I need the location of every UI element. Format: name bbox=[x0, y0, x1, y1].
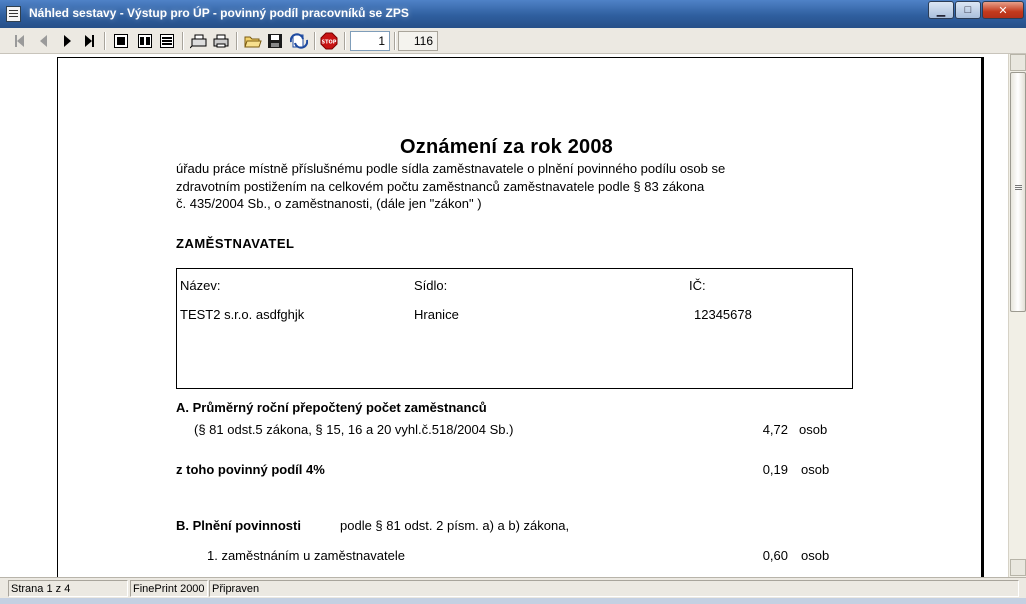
section-b-title: B. Plnění povinnosti bbox=[176, 518, 301, 533]
employer-name-label: Název: bbox=[180, 278, 221, 293]
section-b-suffix: podle § 81 odst. 2 písm. a) a b) zákona, bbox=[340, 518, 570, 533]
mandatory-share-title: z toho povinný podíl 4% bbox=[176, 462, 325, 477]
report-title: Oznámení za rok 2008 bbox=[400, 136, 613, 158]
mandatory-share-unit: osob bbox=[801, 462, 830, 477]
multi-page-view-icon[interactable] bbox=[158, 32, 176, 50]
section-a-value: 4,72 bbox=[762, 422, 788, 437]
section-b-item-1-value: 0,60 bbox=[762, 548, 788, 563]
printer-setup-icon[interactable] bbox=[190, 32, 208, 50]
maximize-button[interactable]: □ bbox=[955, 1, 981, 19]
toolbar-separator bbox=[394, 32, 396, 50]
scroll-up-button[interactable] bbox=[1010, 54, 1026, 71]
employer-heading: ZAMĚSTNAVATEL bbox=[176, 236, 295, 251]
toolbar-separator bbox=[182, 32, 184, 50]
section-a-unit: osob bbox=[799, 422, 828, 437]
employer-name: TEST2 s.r.o. asdfghjk bbox=[180, 307, 305, 322]
intro-line-3: č. 435/2004 Sb., o zaměstnanosti, (dále jen "zákon" ) bbox=[176, 196, 482, 211]
section-a-title: A. Průměrný roční přepočtený počet zaměstnanců bbox=[176, 400, 487, 415]
employer-seat-label: Sídlo: bbox=[414, 278, 448, 293]
stop-icon[interactable] bbox=[320, 32, 338, 50]
report-preview-icon bbox=[6, 6, 21, 22]
two-page-view-icon[interactable] bbox=[136, 32, 154, 50]
toolbar-separator bbox=[236, 32, 238, 50]
status-state: Připraven bbox=[209, 580, 1019, 597]
section-b-item-1-unit: osob bbox=[801, 548, 830, 563]
section-b-item-1: 1. zaměstnáním u zaměstnavatele bbox=[207, 548, 405, 563]
svg-text:STOP: STOP bbox=[321, 39, 337, 46]
scroll-thumb[interactable] bbox=[1010, 72, 1026, 312]
print-icon[interactable] bbox=[212, 32, 230, 50]
next-page-icon[interactable] bbox=[58, 32, 76, 50]
save-icon[interactable] bbox=[266, 32, 284, 50]
open-folder-icon[interactable] bbox=[244, 32, 262, 50]
employer-seat: Hranice bbox=[414, 307, 459, 322]
employer-box bbox=[176, 268, 853, 389]
toolbar bbox=[0, 28, 1026, 54]
intro-line-1: úřadu práce místně příslušnému podle sídla zaměstnavatele o plnění povinného podílu osob se bbox=[176, 161, 726, 176]
toolbar-separator bbox=[104, 32, 106, 50]
mandatory-share-value: 0,19 bbox=[762, 462, 788, 477]
taskbar-edge bbox=[0, 598, 1026, 604]
single-page-view-icon[interactable] bbox=[112, 32, 130, 50]
first-page-icon[interactable] bbox=[10, 32, 28, 50]
last-page-icon[interactable] bbox=[80, 32, 98, 50]
minimize-button[interactable]: ▁ bbox=[928, 1, 954, 19]
total-pages-field: 116 bbox=[398, 31, 438, 51]
vertical-scrollbar[interactable] bbox=[1008, 54, 1026, 577]
current-page-input[interactable]: 1 bbox=[350, 31, 390, 51]
grip-icon bbox=[1015, 185, 1022, 186]
window-controls bbox=[927, 1, 1024, 19]
toolbar-separator bbox=[344, 32, 346, 50]
window-title: Náhled sestavy - Výstup pro ÚP - povinný podíl pracovníků se ZPS bbox=[29, 6, 409, 20]
prev-page-icon[interactable] bbox=[34, 32, 52, 50]
employer-id-label: IČ: bbox=[689, 278, 706, 293]
refresh-icon[interactable] bbox=[290, 32, 308, 50]
status-bar bbox=[0, 577, 1026, 598]
toolbar-separator bbox=[314, 32, 316, 50]
employer-id: 12345678 bbox=[694, 307, 752, 322]
close-button[interactable]: ✕ bbox=[982, 1, 1024, 19]
status-engine: FinePrint 2000 bbox=[130, 580, 208, 597]
scroll-down-button[interactable] bbox=[1010, 559, 1026, 576]
intro-line-2: zdravotním postižením na celkovém počtu zaměstnanců zaměstnavatele podle § 83 zákona bbox=[176, 179, 705, 194]
title-bar bbox=[0, 0, 1026, 28]
status-page: Strana 1 z 4 bbox=[8, 580, 128, 597]
section-a-note: (§ 81 odst.5 zákona, § 15, 16 a 20 vyhl.č.518/2004 Sb.) bbox=[194, 422, 514, 437]
